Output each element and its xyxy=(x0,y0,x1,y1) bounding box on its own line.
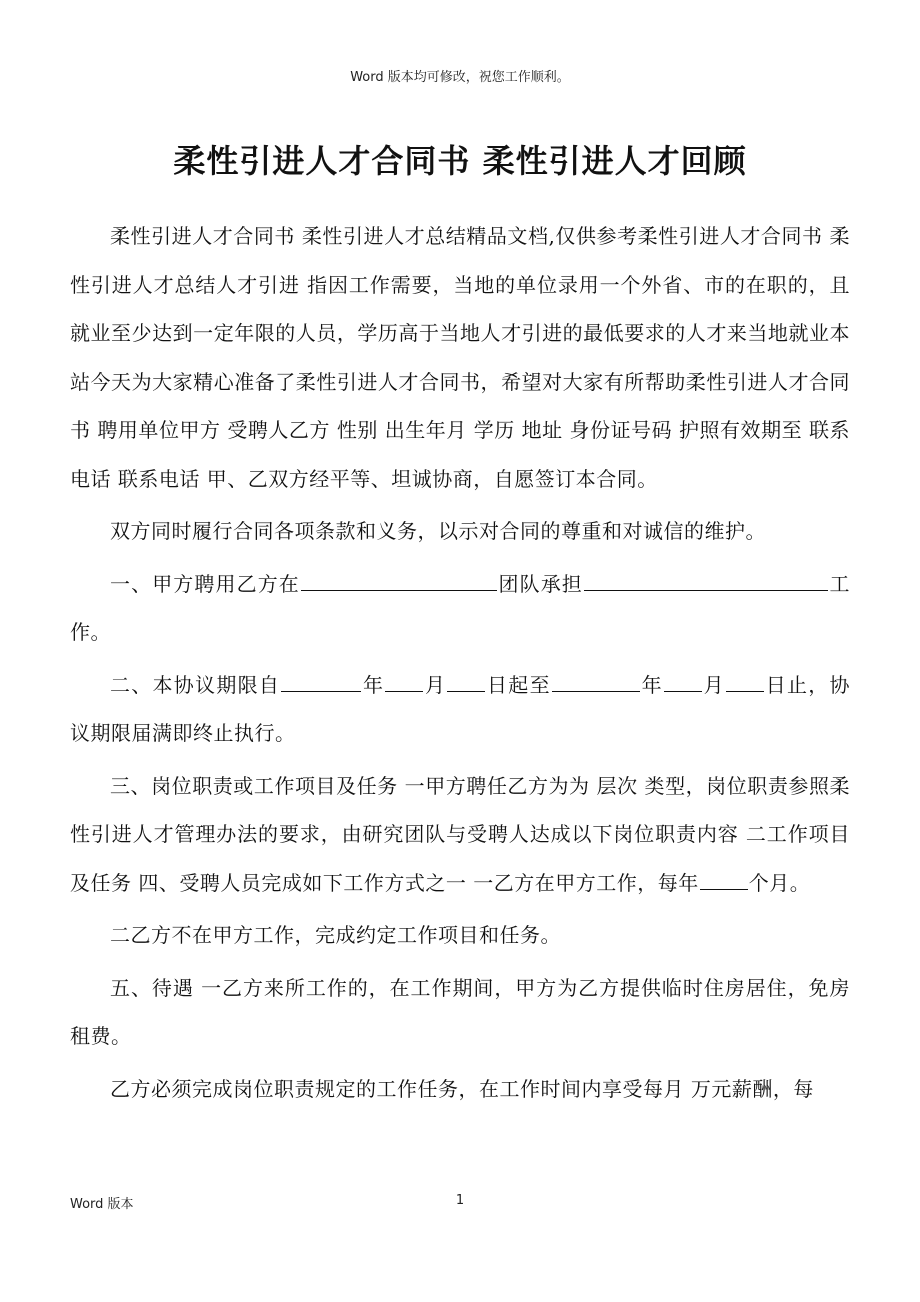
end-year-blank xyxy=(552,669,640,692)
end-year-label: 年 xyxy=(640,672,663,697)
footer-version-label: Word 版本 xyxy=(70,1197,134,1212)
end-month-label: 月 xyxy=(702,672,725,697)
paragraph-salary: 乙方必须完成岗位职责规定的工作任务，在工作时间内享受每月 万元薪酬，每 xyxy=(110,1076,814,1101)
team-name-blank xyxy=(301,568,497,591)
end-day-label: 日止，协议期限届满即终止执行。 xyxy=(70,672,851,745)
clause-2-text-a: 二、本协议期限自 xyxy=(110,672,281,697)
document-title: 柔性引进人才合同书 柔性引进人才回顾 xyxy=(173,142,747,180)
start-day-label: 日起至 xyxy=(486,672,551,697)
start-month-label: 月 xyxy=(424,672,447,697)
end-day-blank xyxy=(726,669,764,692)
paragraph-clause-3 xyxy=(70,762,850,908)
header-note: Word 版本均可修改，祝您工作顺利。 xyxy=(350,70,570,85)
paragraph-work-mode-2: 二乙方不在甲方工作，完成约定工作项目和任务。 xyxy=(110,923,561,947)
start-year-blank xyxy=(281,669,361,692)
months-per-year-blank xyxy=(700,867,748,890)
start-month-blank xyxy=(385,669,423,692)
clause-1-text-c: 工作。 xyxy=(70,571,851,644)
paragraph-clause-1 xyxy=(70,560,850,657)
clause-3-text-a: 三、岗位职责或工作项目及任务 一甲方聘任乙方为为 层次 类型，岗位职责参照柔性引进人才管理办法的要求，由研究团队与受聘人达成以下岗位职责内容 二工作项目及任务 四、受聘人员完成如下工作方式之一 一乙方在甲方工作，每年 xyxy=(70,773,850,895)
paragraph-clause-2 xyxy=(70,661,850,758)
document-body xyxy=(70,212,850,1113)
clause-3-text-b: 个月。 xyxy=(748,870,811,895)
end-month-blank xyxy=(664,669,702,692)
page-number: 1 xyxy=(455,1193,465,1208)
clause-1-text-a: 一、甲方聘用乙方在 xyxy=(110,571,300,596)
start-day-blank xyxy=(447,669,485,692)
paragraph-clause-5: 五、待遇 一乙方来所工作的，在工作期间，甲方为乙方提供临时住房居住，免房租费。 xyxy=(70,975,850,1048)
clause-1-text-b: 团队承担 xyxy=(497,571,583,596)
start-year-label: 年 xyxy=(362,672,385,697)
paragraph-obligations: 双方同时履行合同各项条款和义务，以示对合同的尊重和对诚信的维护。 xyxy=(110,519,766,543)
paragraph-intro: 柔性引进人才合同书 柔性引进人才总结精品文档,仅供参考柔性引进人才合同书 柔性引进人才总结人才引进 指因工作需要，当地的单位录用一个外省、市的在职的，且就业至少达到一定年限的人员，学历高于当地人才引进的最低要求的人才来当地就业本站今天为大家精心准备了柔性引进人才合同书，希望对大家有所帮助柔性引进人才合同书 聘用单位甲方 受聘人乙方 性别 出生年月 学历 地址 身份证号码 护照有效期至 联系电话 联系电话 甲、乙双方经平等、坦诚协商，自愿签订本合同。 xyxy=(70,224,850,491)
work-duty-blank xyxy=(584,568,828,591)
